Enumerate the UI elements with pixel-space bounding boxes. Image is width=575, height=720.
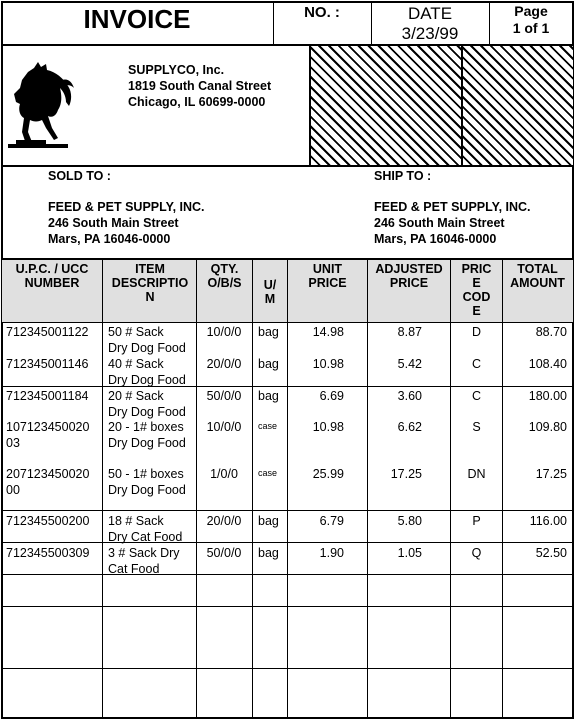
unit-price-cell-line: 1.90	[319, 546, 344, 560]
upc-cell	[6, 513, 101, 529]
description-cell-line: Dry Dog Food	[108, 436, 186, 450]
adjusted-price-cell-line: 8.87	[397, 325, 422, 339]
unit-of-measure-cell	[258, 513, 286, 529]
upc-cell-line: 712345001184	[6, 389, 89, 403]
quantity-cell-line: 20/0/0	[206, 514, 242, 528]
description-cell-line: Cat Food	[108, 562, 160, 576]
description-cell-line: 18 # Sack	[108, 514, 164, 528]
description-cell-line: 50 - 1# boxes	[108, 467, 184, 481]
quantity-cell-line: 50/0/0	[206, 389, 242, 403]
page-label	[490, 3, 572, 37]
quantity-cell	[198, 324, 250, 340]
column-header-text: E	[472, 304, 481, 318]
adjusted-price-cell-line: 1.05	[397, 546, 422, 560]
upc-cell-line: 712345500200	[6, 514, 90, 528]
upc-cell-line: 712345001146	[6, 357, 89, 371]
adjusted-price-cell	[368, 324, 422, 340]
adjusted-price-cell	[368, 356, 422, 372]
total-amount-cell	[503, 466, 567, 482]
table-rule	[1, 574, 574, 575]
column-header-text: PRICE	[389, 276, 429, 290]
adjusted-price-cell	[368, 419, 422, 435]
table-rule	[1, 510, 574, 511]
unit-price-cell	[288, 324, 344, 340]
description-cell	[108, 419, 196, 451]
unit-price-cell-line: 6.69	[319, 389, 344, 403]
unit-of-measure-cell	[258, 465, 286, 481]
ship-to-name: FEED & PET SUPPLY, INC.	[374, 200, 531, 214]
sold-to-name: FEED & PET SUPPLY, INC.	[48, 200, 205, 214]
table-rule	[1, 322, 574, 323]
price-code-cell	[451, 466, 502, 482]
total-amount-cell-line: 108.40	[528, 357, 567, 371]
price-code-cell	[451, 388, 502, 404]
total-amount-cell	[503, 356, 567, 372]
upc-cell-line: 712345001122	[6, 325, 89, 339]
unit-price-cell-line: 6.79	[319, 514, 344, 528]
quantity-cell-line: 20/0/0	[206, 357, 242, 371]
adjusted-price-cell-line: 5.80	[397, 514, 422, 528]
column-header-text: U/	[263, 278, 277, 292]
unit-of-measure-cell	[258, 418, 286, 434]
price-code-cell	[451, 324, 502, 340]
description-cell-line: 20 # Sack	[108, 389, 164, 403]
vendor-city: Chicago, IL 60699-0000	[128, 95, 266, 109]
column-divider	[196, 260, 197, 718]
ship-to-label: SHIP TO :	[374, 169, 432, 183]
ship-to-street: 246 South Main Street	[374, 216, 505, 230]
unit-of-measure-cell-line: bag	[258, 325, 279, 339]
hatched-box	[311, 46, 461, 165]
price-code-cell-line: D	[471, 325, 482, 339]
unit-of-measure-cell-line: bag	[258, 389, 279, 403]
column-header-text: COD	[462, 290, 491, 304]
quantity-cell	[198, 419, 250, 435]
description-cell	[108, 356, 196, 388]
adjusted-price-cell	[368, 388, 422, 404]
vendor-address	[128, 62, 271, 110]
description-cell-line: Dry Dog Food	[108, 405, 186, 419]
upc-cell	[6, 419, 101, 451]
description-cell-line: Dry Cat Food	[108, 530, 183, 544]
upc-cell-line: 107123450020	[6, 420, 90, 434]
total-amount-cell	[503, 324, 567, 340]
total-amount-cell-line: 52.50	[535, 546, 567, 560]
unit-price-cell	[288, 388, 344, 404]
table-rule	[1, 668, 574, 669]
column-header-text: PRIC	[461, 262, 492, 276]
hatched-box	[463, 46, 573, 165]
invoice-title: INVOICE	[83, 4, 191, 34]
description-cell-line: 3 # Sack Dry	[108, 546, 180, 560]
upc-cell	[6, 356, 101, 372]
total-amount-cell-line: 116.00	[529, 514, 567, 528]
unit-of-measure-cell-line: case	[258, 421, 278, 431]
quantity-cell-line: 1/0/0	[210, 467, 238, 481]
column-header-text: E	[472, 276, 481, 290]
date-value: 3/23/99	[401, 24, 459, 43]
sold-to-label: SOLD TO :	[48, 169, 111, 183]
table-rule	[1, 606, 574, 607]
quantity-cell-line: 10/0/0	[206, 420, 242, 434]
column-header-text: QTY.	[210, 262, 239, 276]
sold-to-street: 246 South Main Street	[48, 216, 179, 230]
unit-price-cell-line: 10.98	[312, 357, 344, 371]
column-header-text: PRICE	[308, 276, 347, 290]
description-cell	[108, 513, 196, 545]
quantity-cell-line: 50/0/0	[206, 546, 242, 560]
price-code-cell-line: P	[472, 514, 481, 528]
description-cell-line: Dry Dog Food	[108, 373, 186, 387]
total-amount-cell	[503, 419, 567, 435]
column-header-text: M	[264, 292, 276, 306]
total-amount-cell-line: 17.25	[535, 467, 567, 481]
adjusted-price-cell-line: 3.60	[397, 389, 422, 403]
quantity-cell	[198, 513, 250, 529]
invoice-number-label: NO. :	[304, 4, 340, 21]
upc-cell	[6, 324, 101, 340]
total-amount-cell	[503, 545, 567, 561]
date-label: DATE	[407, 4, 453, 23]
upc-cell	[6, 388, 101, 404]
description-cell	[108, 388, 196, 420]
column-header-text: UNIT	[312, 262, 343, 276]
column-divider	[252, 260, 253, 718]
description-cell	[108, 545, 196, 577]
column-header-text: TOTAL	[517, 262, 558, 276]
price-code-cell-line: DN	[467, 467, 486, 481]
description-cell	[108, 324, 196, 356]
column-header-text: DESCRIPTIO	[111, 276, 189, 290]
column-divider	[102, 260, 103, 718]
price-code-cell	[451, 545, 502, 561]
sold-to-city: Mars, PA 16046-0000	[48, 232, 171, 246]
quantity-cell	[198, 356, 250, 372]
ship-to-address	[374, 199, 531, 247]
price-code-cell-line: C	[471, 389, 482, 403]
total-amount-cell-line: 109.80	[528, 420, 567, 434]
adjusted-price-cell-line: 17.25	[390, 467, 422, 481]
unit-price-cell-line: 14.98	[312, 325, 344, 339]
price-code-cell-line: C	[471, 357, 482, 371]
description-cell-line: 40 # Sack	[108, 357, 164, 371]
column-header-total	[503, 262, 572, 290]
unit-price-cell-line: 10.98	[312, 420, 344, 434]
total-amount-cell-line: 88.70	[535, 325, 567, 339]
price-code-cell-line: Q	[471, 546, 482, 560]
total-amount-cell	[503, 513, 567, 529]
horse-logo-icon	[6, 58, 76, 152]
quantity-cell	[198, 388, 250, 404]
column-header-text: N	[145, 290, 155, 304]
unit-of-measure-cell-line: case	[258, 468, 278, 478]
upc-cell-line: 03	[6, 436, 20, 450]
price-code-cell	[451, 419, 502, 435]
column-header-unit-price	[288, 262, 367, 290]
adjusted-price-cell-line: 6.62	[397, 420, 422, 434]
description-cell-line: Dry Dog Food	[108, 341, 186, 355]
unit-of-measure-cell	[258, 545, 286, 561]
column-header-text: ADJUSTED	[375, 262, 443, 276]
column-header-qty	[197, 262, 252, 290]
page-label-text: Page	[514, 3, 548, 19]
vendor-rule	[1, 165, 574, 167]
column-header-price-code	[451, 262, 502, 318]
description-cell-line: 20 - 1# boxes	[108, 420, 184, 434]
description-cell	[108, 466, 196, 498]
column-header-description	[104, 262, 196, 304]
table-rule	[1, 386, 574, 387]
unit-price-cell	[288, 466, 344, 482]
quantity-cell-line: 10/0/0	[206, 325, 242, 339]
upc-cell-line: 207123450020	[6, 467, 90, 481]
column-header-text: ITEM	[135, 262, 165, 276]
unit-of-measure-cell-line: bag	[258, 514, 279, 528]
vendor-street: 1819 South Canal Street	[128, 79, 272, 93]
adjusted-price-cell	[368, 545, 422, 561]
total-amount-cell	[503, 388, 567, 404]
column-header-text: O/B/S	[207, 276, 242, 290]
adjusted-price-cell	[368, 513, 422, 529]
adjusted-price-cell-line: 5.42	[397, 357, 422, 371]
page-count: 1 of 1	[512, 20, 550, 36]
column-header-um	[253, 278, 287, 306]
upc-cell-line: 712345500309	[6, 546, 90, 560]
upc-cell	[6, 466, 101, 498]
unit-of-measure-cell	[258, 324, 286, 340]
upc-cell-line: 00	[6, 483, 20, 497]
unit-of-measure-cell-line: bag	[258, 357, 279, 371]
unit-of-measure-cell-line: bag	[258, 546, 279, 560]
unit-price-cell	[288, 513, 344, 529]
column-header-text: NUMBER	[24, 276, 80, 290]
unit-price-cell	[288, 356, 344, 372]
unit-of-measure-cell	[258, 388, 286, 404]
column-header-upc	[3, 262, 101, 290]
column-header-text: AMOUNT	[510, 276, 565, 290]
adjusted-price-cell	[368, 466, 422, 482]
upc-cell	[6, 545, 101, 561]
column-header-adjusted-price	[368, 262, 450, 290]
unit-price-cell	[288, 419, 344, 435]
unit-of-measure-cell	[258, 356, 286, 372]
vendor-name: SUPPLYCO, Inc.	[128, 63, 225, 77]
description-cell-line: Dry Dog Food	[108, 483, 186, 497]
ship-to-city: Mars, PA 16046-0000	[374, 232, 497, 246]
price-code-cell-line: S	[472, 420, 481, 434]
sold-to-address	[48, 199, 205, 247]
unit-price-cell	[288, 545, 344, 561]
total-amount-cell-line: 180.00	[528, 389, 567, 403]
column-header-text: U.P.C. / UCC	[15, 262, 89, 276]
price-code-cell	[451, 356, 502, 372]
description-cell-line: 50 # Sack	[108, 325, 164, 339]
quantity-cell	[198, 466, 250, 482]
unit-price-cell-line: 25.99	[312, 467, 344, 481]
table-rule	[1, 542, 574, 543]
price-code-cell	[451, 513, 502, 529]
quantity-cell	[198, 545, 250, 561]
